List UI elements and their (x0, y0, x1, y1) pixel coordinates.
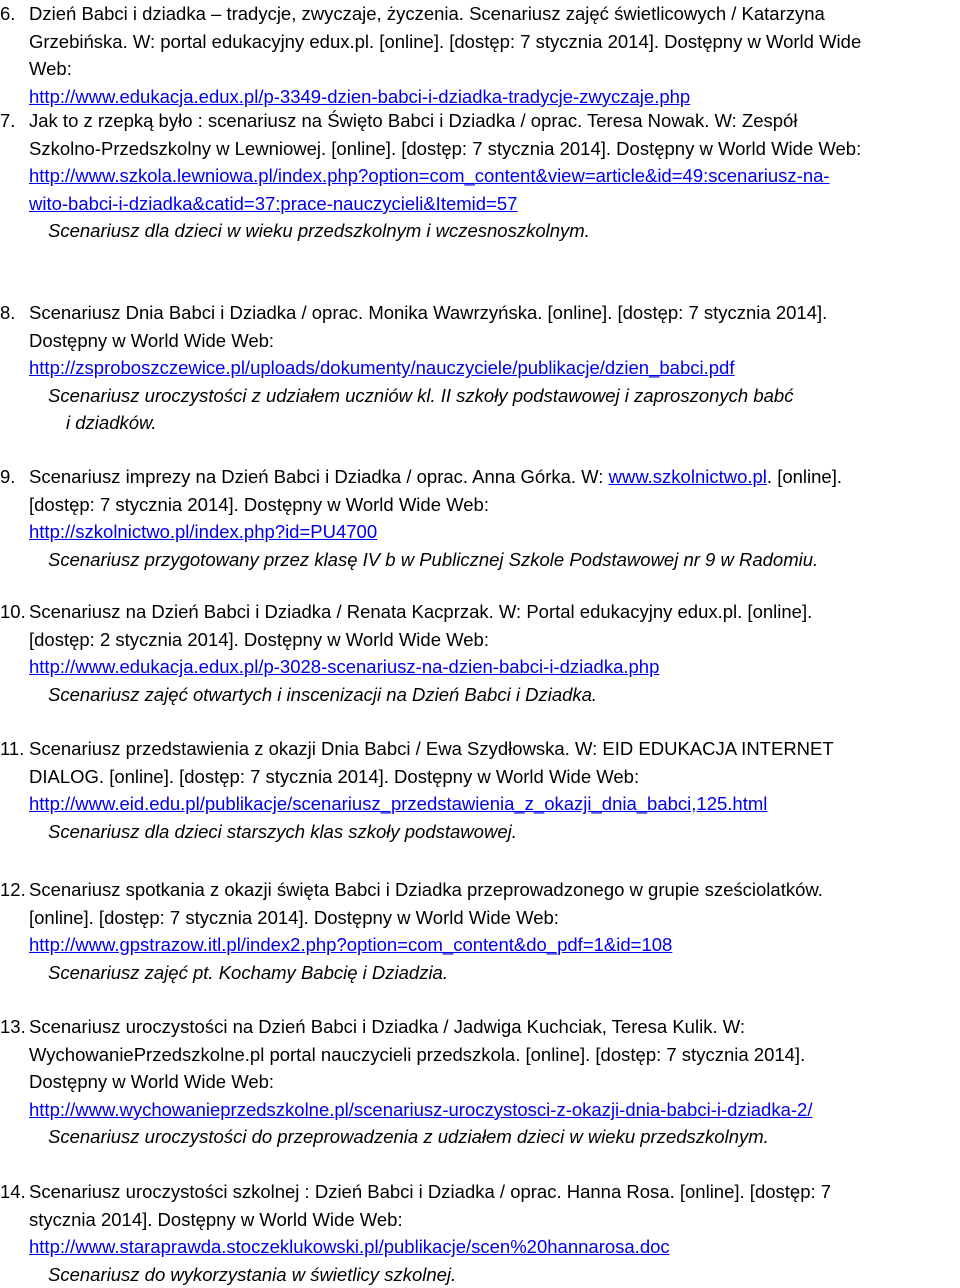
entry-number: 9. (0, 466, 16, 487)
bibliography-entry-11 (0, 735, 958, 845)
bibliography-entry-10 (0, 598, 958, 708)
entry-description: Scenariusz zajęć otwartych i inscenizacji na Dzień Babci i Dziadka. (48, 683, 598, 705)
entry-text: Scenariusz imprezy na Dzień Babci i Dziadka / oprac. Anna Górka. W: (29, 466, 609, 487)
entry-description: Scenariusz przygotowany przez klasę IV b w Publicznej Szkole Podstawowej nr 9 w Radomiu. (48, 548, 819, 570)
entry-text-line: stycznia 2014]. Dostępny w World Wide Web: (29, 1208, 403, 1230)
bibliography-entry-9 (0, 463, 958, 573)
entry-text-line: [dostęp: 2 stycznia 2014]. Dostępny w World Wide Web: (29, 628, 489, 650)
entry-description: Scenariusz do wykorzystania w świetlicy szkolnej. (48, 1263, 457, 1285)
entry-text-line: DIALOG. [online]. [dostęp: 7 stycznia 2014]. Dostępny w World Wide Web: (29, 765, 640, 787)
entry-link[interactable]: http://www.wychowanieprzedszkolne.pl/scenariusz-uroczystosci-z-okazji-dnia-babci-i-dziadka-2/ (29, 1098, 813, 1120)
entry-text-line: [dostęp: 7 stycznia 2014]. Dostępny w World Wide Web: (29, 493, 489, 515)
bibliography-entry-7 (0, 107, 958, 245)
entry-text-line: Scenariusz uroczystości na Dzień Babci i Dziadka / Jadwiga Kuchciak, Teresa Kulik. W: (29, 1016, 745, 1037)
entry-text-line: Web: (29, 58, 72, 80)
entry-text-line: Scenariusz Dnia Babci i Dziadka / oprac. Monika Wawrzyńska. [online]. [dostęp: 7 stycznia 2014]. (29, 302, 828, 323)
entry-link[interactable]: http://www.gpstrazow.itl.pl/index2.php?option=com_content&do_pdf=1&id=108 (29, 934, 673, 956)
entry-text-line: Scenariusz spotkania z okazji święta Babci i Dziadka przeprowadzonego w grupie sześciolatków. (29, 879, 823, 900)
entry-link-continued[interactable]: wito-babci-i-dziadka&catid=37:prace-nauczycieli&Itemid=57 (29, 192, 518, 214)
entry-number: 13. (0, 1016, 26, 1037)
entry-description: Scenariusz uroczystości z udziałem uczniów kl. II szkoły podstawowej i zaproszonych babć (48, 384, 794, 406)
entry-text-line: Szkolno-Przedszkolny w Lewniowej. [online]. [dostęp: 7 stycznia 2014]. Dostępny w World Wide Web: (29, 137, 862, 159)
entry-link[interactable]: http://zsproboszczewice.pl/uploads/dokumenty/nauczyciele/publikacje/dzien_babci.pdf (29, 357, 735, 379)
bibliography-entry-13 (0, 1013, 958, 1151)
entry-text-line: Grzebińska. W: portal edukacyjny edux.pl. [online]. [dostęp: 7 stycznia 2014]. Dostępny w World Wide (29, 30, 862, 52)
entry-text-line: WychowaniePrzedszkolne.pl portal nauczycieli przedszkola. [online]. [dostęp: 7 stycznia 2014]. (29, 1043, 806, 1065)
entry-number: 8. (0, 302, 16, 323)
entry-text-line: Scenariusz uroczystości szkolnej : Dzień Babci i Dziadka / oprac. Hanna Rosa. [online]. [dostęp: 7 (29, 1181, 832, 1202)
entry-text-line: Jak to z rzepką było : scenariusz na Święto Babci i Dziadka / oprac. Teresa Nowak. W: Zespół (29, 110, 798, 131)
entry-description: Scenariusz dla dzieci w wieku przedszkolnym i wczesnoszkolnym. (48, 220, 590, 242)
entry-link[interactable]: http://www.eid.edu.pl/publikacje/scenariusz_przedstawienia_z_okazji_dnia_babci,125.html (29, 793, 768, 815)
entry-text-line (29, 463, 958, 491)
entry-text: . [online]. (766, 466, 842, 487)
entry-link[interactable]: http://szkolnictwo.pl/index.php?id=PU4700 (29, 521, 378, 543)
bibliography-entry-8 (0, 299, 958, 437)
entry-number: 12. (0, 879, 26, 900)
entry-link[interactable]: http://www.edukacja.edux.pl/p-3028-scenariusz-na-dzien-babci-i-dziadka.php (29, 656, 660, 678)
entry-number: 10. (0, 601, 26, 622)
entry-description: Scenariusz dla dzieci starszych klas szkoły podstawowej. (48, 820, 517, 842)
entry-text-line: Scenariusz przedstawienia z okazji Dnia Babci / Ewa Szydłowska. W: EID EDUKACJA INTERNET (29, 738, 834, 759)
bibliography-entry-12 (0, 876, 958, 986)
entry-description: Scenariusz zajęć pt. Kochamy Babcię i Dziadzia. (48, 961, 448, 983)
entry-number: 11. (0, 738, 25, 759)
entry-text-line: Dostępny w World Wide Web: (29, 329, 275, 351)
entry-text-line: [online]. [dostęp: 7 stycznia 2014]. Dostępny w World Wide Web: (29, 906, 559, 928)
entry-text-line: Dostępny w World Wide Web: (29, 1071, 275, 1093)
entry-number: 7. (0, 110, 16, 131)
entry-number: 6. (0, 3, 16, 24)
entry-link[interactable]: http://www.staraprawda.stoczeklukowski.pl/publikacje/scen%20hannarosa.doc (29, 1236, 670, 1258)
entry-link[interactable]: http://www.edukacja.edux.pl/p-3349-dzien-babci-i-dziadka-tradycje-zwyczaje.php (29, 85, 691, 107)
entry-description-continued: i dziadków. (66, 412, 157, 434)
bibliography-entry-6 (0, 0, 958, 110)
entry-description: Scenariusz uroczystości do przeprowadzenia z udziałem dzieci w wieku przedszkolnym. (48, 1126, 769, 1148)
entry-text-line: Dzień Babci i dziadka – tradycje, zwyczaje, życzenia. Scenariusz zajęć świetlicowych / Katarzyna (29, 3, 825, 24)
entry-text-line: Scenariusz na Dzień Babci i Dziadka / Renata Kacprzak. W: Portal edukacyjny edux.pl. [online]. (29, 601, 813, 622)
site-link[interactable]: www.szkolnictwo.pl (608, 466, 767, 487)
entry-number: 14. (0, 1181, 26, 1202)
bibliography-entry-14 (0, 1178, 958, 1288)
entry-link[interactable]: http://www.szkola.lewniowa.pl/index.php?option=com_content&view=article&id=49:scenariusz-na- (29, 165, 830, 187)
